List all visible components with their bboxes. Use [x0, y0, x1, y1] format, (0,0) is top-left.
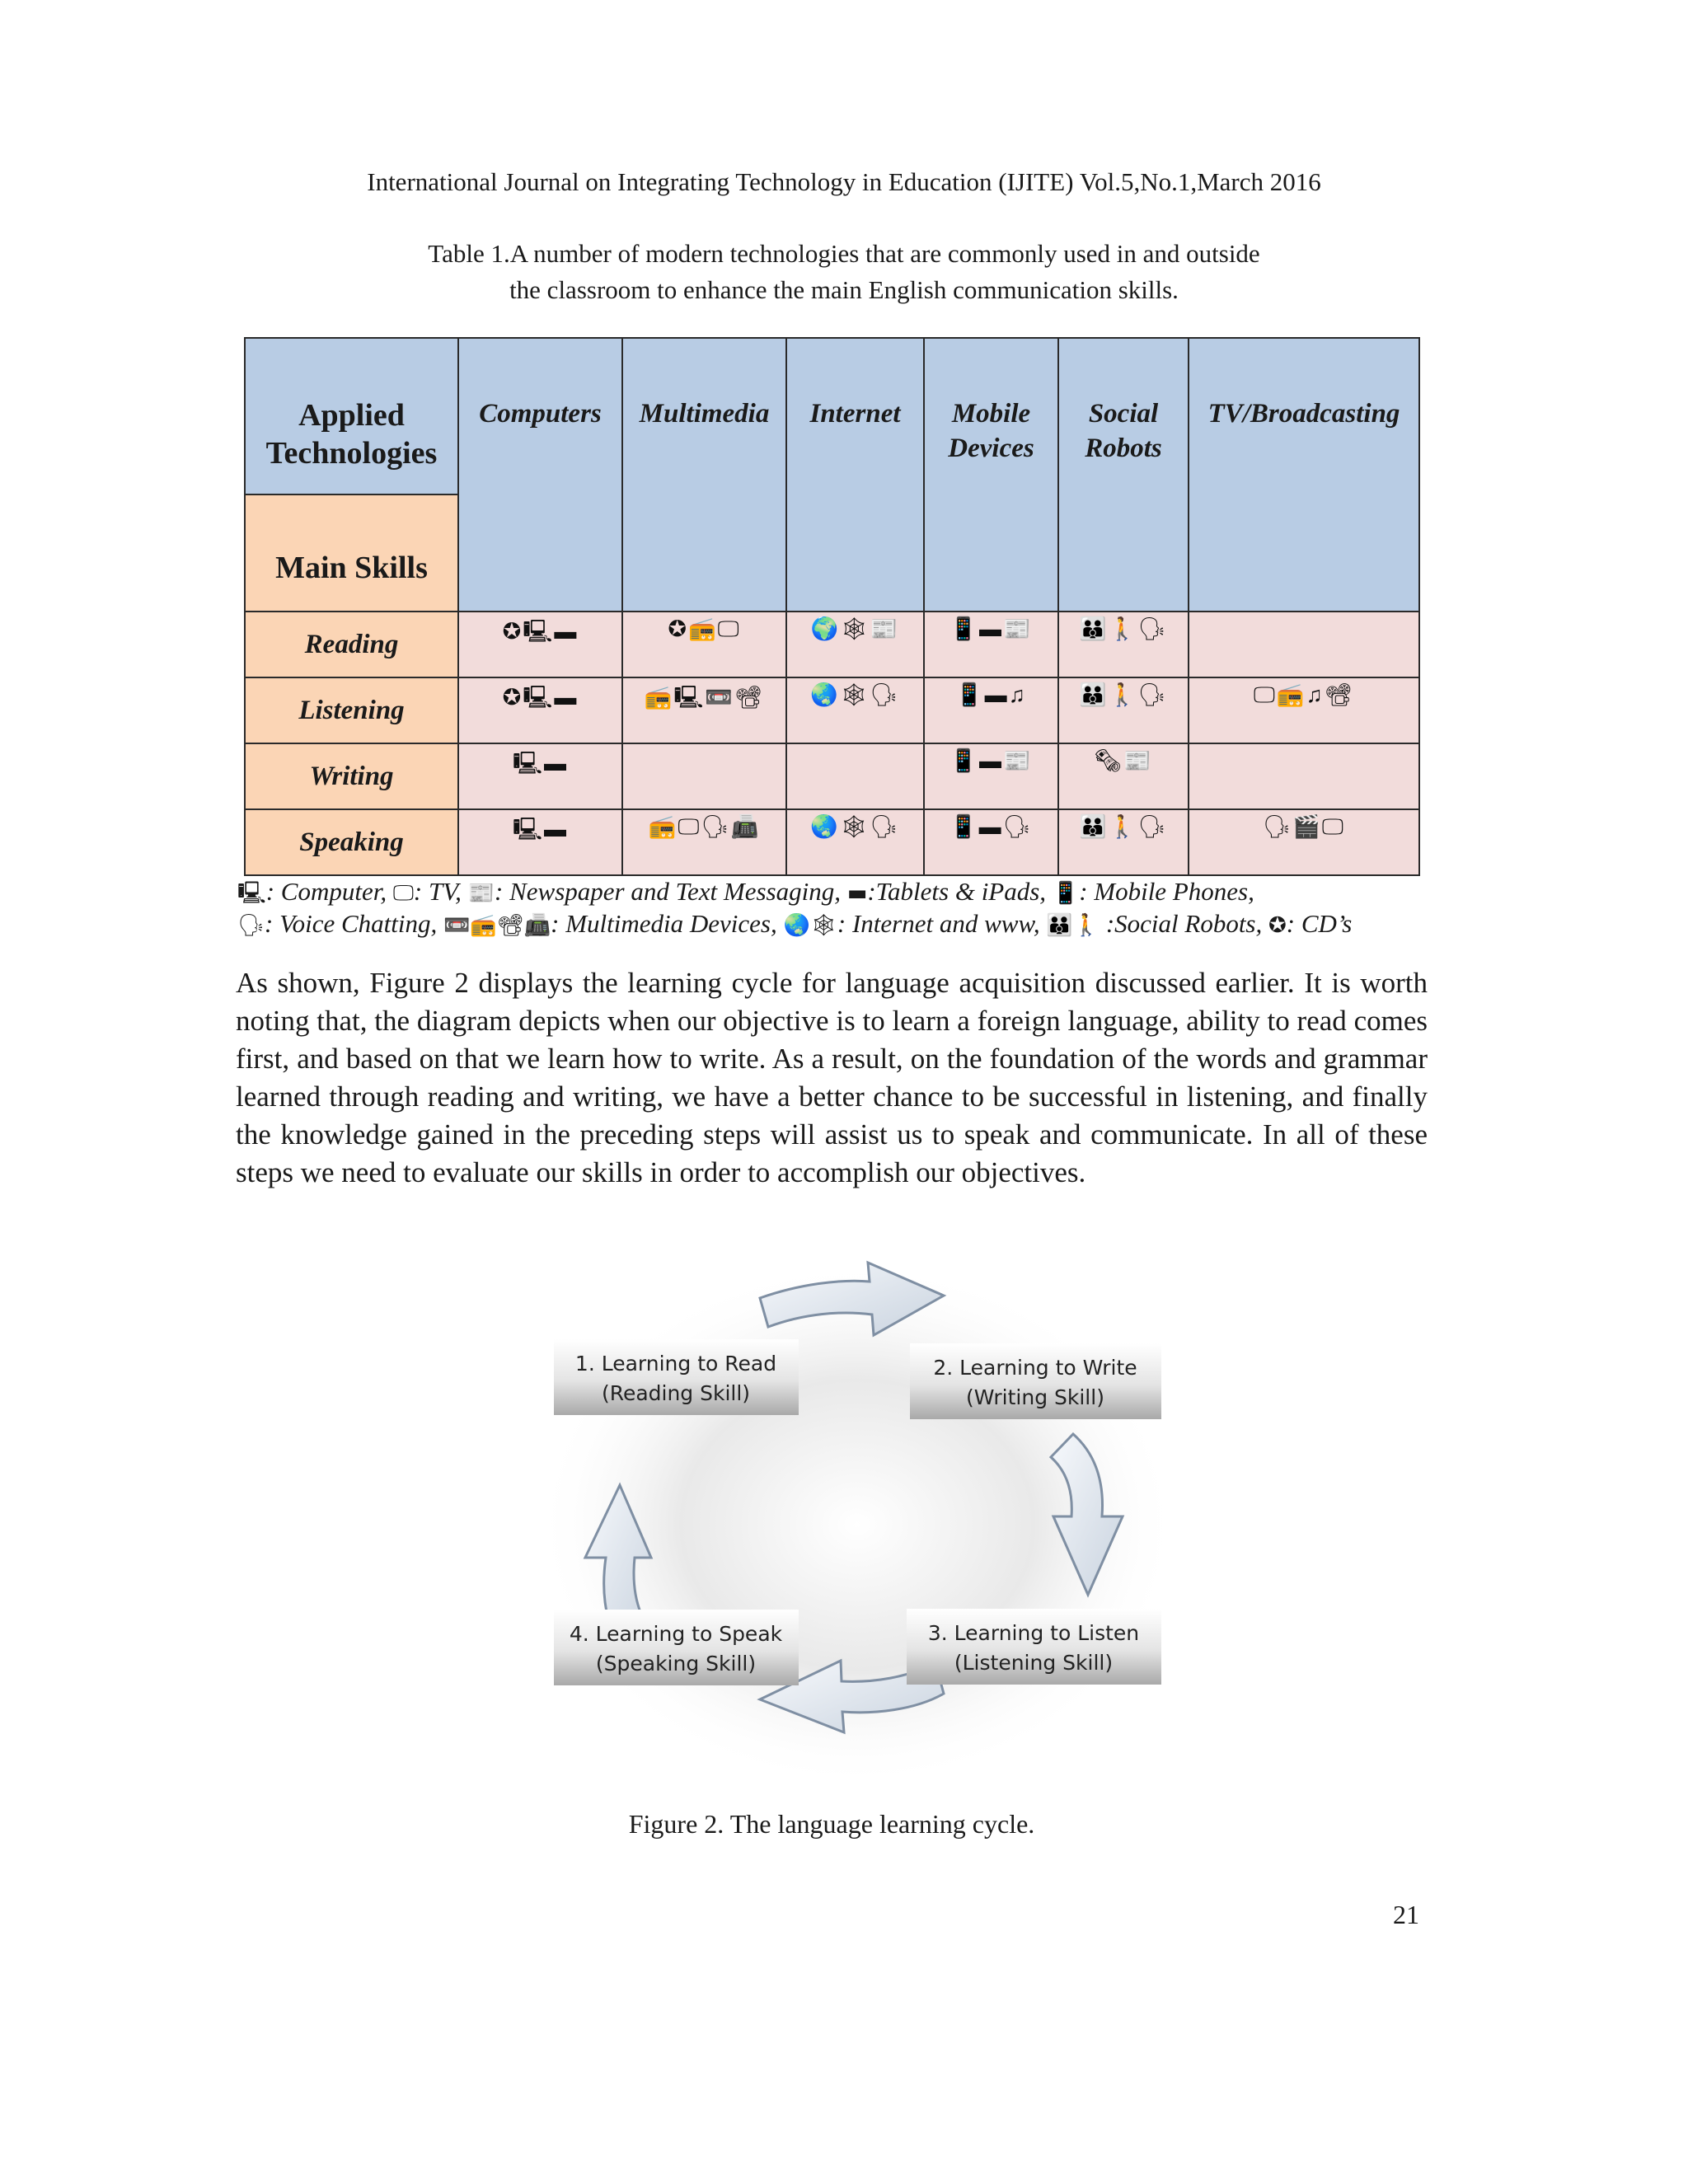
social-robots-icon: 👪🚶	[1046, 913, 1100, 938]
corner-main-skills: Main Skills	[245, 494, 458, 612]
figure-caption: Figure 2. The language learning cycle.	[628, 1809, 1035, 1839]
mobile-phone-icon: 📱	[1052, 881, 1080, 906]
cell-icons: ✪🖳▬	[458, 612, 622, 677]
cd-icon: ✪	[1268, 913, 1287, 938]
corner-applied-technologies: Applied Technologies	[245, 338, 458, 494]
cell-icons: 📱▬🗣	[924, 809, 1058, 875]
cell-icons: 👪🚶🗣	[1058, 677, 1189, 743]
cell-icons: 📻🖳📼📽	[622, 677, 786, 743]
svg-text:(Writing Skill): (Writing Skill)	[966, 1385, 1104, 1409]
svg-text:(Reading Skill): (Reading Skill)	[601, 1381, 751, 1405]
cell-icons	[1189, 743, 1419, 809]
row-label-speaking: Speaking	[245, 809, 458, 875]
cell-icons: ✪📻🖵	[622, 612, 786, 677]
svg-text:1. Learning to Read: 1. Learning to Read	[574, 1352, 777, 1376]
table-caption	[0, 236, 1688, 308]
step-box-listening	[907, 1609, 1161, 1685]
step-box-reading	[554, 1339, 799, 1415]
cell-icons: 👪🚶🗣	[1058, 809, 1189, 875]
voice-chat-icon: 🗣	[237, 913, 265, 938]
body-paragraph: As shown, Figure 2 displays the learning cycle for language acquisition discussed earlier. It is worth noting that, the diagram depicts when our objective is to learn a foreign language, ability to read comes first, and based on that we learn how to write. As a result, on the foundation of the words and grammar learned through reading and writing, we have a better chance to be successful in listening, and finally the knowledge gained in the preceding steps will assist us to speak and communicate. In all of these steps we need to evaluate our skills in order to accomplish our objectives.	[236, 967, 1428, 1188]
step-box-writing	[910, 1343, 1161, 1419]
table-row-writing	[245, 743, 1419, 809]
cell-icons	[1189, 612, 1419, 677]
table-row-speaking	[245, 809, 1419, 875]
cell-icons: 📱▬♫	[924, 677, 1058, 743]
table-row-reading	[245, 612, 1419, 677]
table-legend-line1: 🖳: Computer, 🖵: TV, 📰: Newspaper and Text Messaging, ▬:Tablets & iPads, 📱: Mobile Phones,	[237, 877, 1254, 906]
cell-icons	[622, 743, 786, 809]
col-header-computers: Computers	[458, 338, 622, 612]
tv-icon: 🖵	[392, 881, 414, 906]
table-row-listening	[245, 677, 1419, 743]
cell-icons: 📻🖵🗣📠	[622, 809, 786, 875]
cell-icons: 🗣🎬🖵	[1189, 809, 1419, 875]
tablet-icon: ▬	[846, 881, 868, 906]
cell-icons: 🗞📰	[1058, 743, 1189, 809]
col-header-mobile-devices: Mobile Devices	[924, 338, 1058, 612]
cell-icons	[786, 743, 924, 809]
col-header-social-robots: Social Robots	[1058, 338, 1189, 612]
journal-header: International Journal on Integrating Technology in Education (IJITE) Vol.5,No.1,March 2016	[367, 167, 1321, 196]
computer-icon: 🖳	[237, 881, 266, 906]
row-label-reading: Reading	[245, 612, 458, 677]
svg-text:(Speaking Skill): (Speaking Skill)	[595, 1652, 757, 1675]
cell-icons: 👪🚶🗣	[1058, 612, 1189, 677]
table-caption-line1: Table 1.A number of modern technologies that are commonly used in and outside	[428, 239, 1260, 268]
cell-icons: 📱▬📰	[924, 612, 1058, 677]
internet-www-icon: 🌏🕸	[783, 913, 837, 938]
svg-text:4. Learning to Speak: 4. Learning to Speak	[569, 1622, 783, 1646]
svg-text:3. Learning to Listen: 3. Learning to Listen	[927, 1621, 1140, 1645]
cell-icons: 🌍🕸📰	[786, 612, 924, 677]
learning-cycle-diagram	[528, 1244, 1187, 1788]
cell-icons: ✪🖳▬	[458, 677, 622, 743]
cell-icons: 🌏🕸🗣	[786, 809, 924, 875]
multimedia-devices-icon: 📼📻📽📠	[443, 913, 551, 938]
svg-text:2. Learning to Write: 2. Learning to Write	[933, 1356, 1137, 1380]
row-label-listening: Listening	[245, 677, 458, 743]
cell-icons: 🌏🕸🗣	[786, 677, 924, 743]
row-label-writing: Writing	[245, 743, 458, 809]
page-number: 21	[1393, 1900, 1419, 1929]
step-box-speaking	[554, 1610, 799, 1685]
col-header-tv-broadcasting: TV/Broadcasting	[1189, 338, 1419, 612]
col-header-internet: Internet	[786, 338, 924, 612]
svg-text:(Listening Skill): (Listening Skill)	[954, 1651, 1114, 1675]
newspaper-icon: 📰	[467, 881, 495, 906]
technologies-table	[244, 337, 1420, 876]
table-legend-line2: 🗣: Voice Chatting, 📼📻📽📠: Multimedia Devices, 🌏🕸: Internet and www, 👪🚶 :Social Robots, ✪: CD’s	[237, 909, 1353, 938]
cell-icons: 📱▬📰	[924, 743, 1058, 809]
col-header-multimedia: Multimedia	[622, 338, 786, 612]
cell-icons: 🖳▬	[458, 809, 622, 875]
cell-icons: 🖵📻♫📽	[1189, 677, 1419, 743]
cell-icons: 🖳▬	[458, 743, 622, 809]
table-caption-line2: the classroom to enhance the main English communication skills.	[509, 275, 1179, 304]
